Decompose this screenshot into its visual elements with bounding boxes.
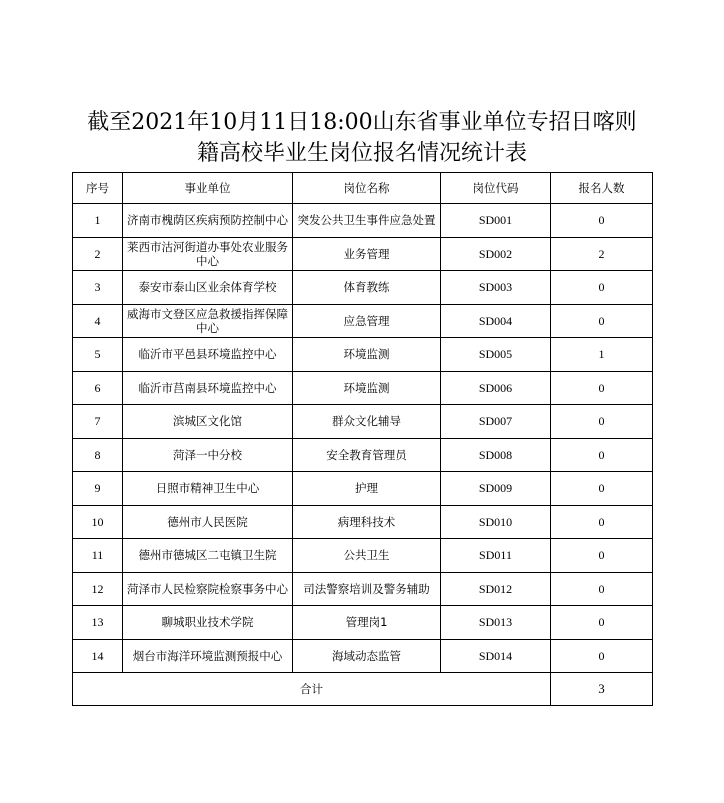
- cell-post-name: 环境监测: [293, 338, 441, 372]
- cell-applicant-count: 0: [551, 271, 653, 305]
- cell-post-code: SD003: [441, 271, 551, 305]
- table-body: [73, 204, 653, 673]
- table-row: [73, 304, 653, 338]
- cell-post-name: 环境监测: [293, 371, 441, 405]
- header-applicant-count: 报名人数: [551, 173, 653, 204]
- cell-applicant-count: 0: [551, 505, 653, 539]
- cell-post-name: 司法警察培训及警务辅助: [293, 572, 441, 606]
- cell-post-code: SD011: [441, 539, 551, 573]
- cell-institution: 日照市精神卫生中心: [123, 472, 293, 506]
- table-row: [73, 505, 653, 539]
- cell-institution: 德州市德城区二屯镇卫生院: [123, 539, 293, 573]
- cell-post-code: SD012: [441, 572, 551, 606]
- cell-post-code: SD002: [441, 237, 551, 271]
- cell-serial-number: 2: [73, 237, 123, 271]
- cell-post-code: SD013: [441, 606, 551, 640]
- table-row: [73, 572, 653, 606]
- table-header-row: [73, 173, 653, 204]
- cell-post-name: 海域动态监管: [293, 639, 441, 673]
- registration-statistics-table: [72, 172, 653, 706]
- cell-serial-number: 6: [73, 371, 123, 405]
- header-institution: 事业单位: [123, 173, 293, 204]
- cell-post-name: 病理科技术: [293, 505, 441, 539]
- cell-post-name: 公共卫生: [293, 539, 441, 573]
- document-title-line-1: 截至2021年10月11日18:00山东省事业单位专招日喀则: [87, 110, 637, 135]
- cell-post-code: SD014: [441, 639, 551, 673]
- cell-institution: 菏泽一中分校: [123, 438, 293, 472]
- table-row: [73, 606, 653, 640]
- cell-serial-number: 13: [73, 606, 123, 640]
- cell-serial-number: 3: [73, 271, 123, 305]
- cell-serial-number: 9: [73, 472, 123, 506]
- total-row: [73, 673, 653, 706]
- table-row: [73, 271, 653, 305]
- table-row: [73, 438, 653, 472]
- table-row: [73, 405, 653, 439]
- cell-institution: 泰安市泰山区业余体育学校: [123, 271, 293, 305]
- cell-institution: 烟台市海洋环境监测预报中心: [123, 639, 293, 673]
- cell-applicant-count: 0: [551, 639, 653, 673]
- cell-post-code: SD008: [441, 438, 551, 472]
- cell-applicant-count: 0: [551, 539, 653, 573]
- cell-post-name: 应急管理: [293, 304, 441, 338]
- cell-serial-number: 14: [73, 639, 123, 673]
- cell-post-name: 群众文化辅导: [293, 405, 441, 439]
- document-title-line-2: 籍高校毕业生岗位报名情况统计表: [196, 141, 527, 166]
- cell-applicant-count: 0: [551, 606, 653, 640]
- cell-applicant-count: 0: [551, 304, 653, 338]
- cell-applicant-count: 0: [551, 438, 653, 472]
- cell-institution: 临沂市莒南县环境监控中心: [123, 371, 293, 405]
- cell-post-name: 安全教育管理员: [293, 438, 441, 472]
- cell-institution: 莱西市沽河街道办事处农业服务中心: [123, 237, 293, 271]
- cell-serial-number: 12: [73, 572, 123, 606]
- cell-applicant-count: 0: [551, 204, 653, 238]
- cell-serial-number: 11: [73, 539, 123, 573]
- table-row: [73, 371, 653, 405]
- cell-post-code: SD001: [441, 204, 551, 238]
- cell-institution: 临沂市平邑县环境监控中心: [123, 338, 293, 372]
- cell-serial-number: 5: [73, 338, 123, 372]
- cell-applicant-count: 0: [551, 371, 653, 405]
- header-post-name: 岗位名称: [293, 173, 441, 204]
- cell-post-code: SD009: [441, 472, 551, 506]
- cell-institution: 威海市文登区应急救援指挥保障中心: [123, 304, 293, 338]
- cell-serial-number: 8: [73, 438, 123, 472]
- table-row: [73, 539, 653, 573]
- cell-institution: 聊城职业技术学院: [123, 606, 293, 640]
- cell-post-name: 突发公共卫生事件应急处置: [293, 204, 441, 238]
- table-row: [73, 472, 653, 506]
- cell-institution: 滨城区文化馆: [123, 405, 293, 439]
- total-label: 合计: [73, 673, 551, 706]
- cell-serial-number: 7: [73, 405, 123, 439]
- cell-post-name: 护理: [293, 472, 441, 506]
- cell-institution: 菏泽市人民检察院检察事务中心: [123, 572, 293, 606]
- cell-applicant-count: 2: [551, 237, 653, 271]
- cell-serial-number: 10: [73, 505, 123, 539]
- cell-applicant-count: 1: [551, 338, 653, 372]
- cell-applicant-count: 0: [551, 405, 653, 439]
- cell-applicant-count: 0: [551, 572, 653, 606]
- cell-post-code: SD004: [441, 304, 551, 338]
- header-post-code: 岗位代码: [441, 173, 551, 204]
- cell-serial-number: 4: [73, 304, 123, 338]
- cell-post-name: 管理岗1: [293, 606, 441, 640]
- table-row: [73, 639, 653, 673]
- header-serial-number: 序号: [73, 173, 123, 204]
- cell-institution: 德州市人民医院: [123, 505, 293, 539]
- table-row: [73, 204, 653, 238]
- cell-post-code: SD010: [441, 505, 551, 539]
- cell-applicant-count: 0: [551, 472, 653, 506]
- cell-post-name: 体育教练: [293, 271, 441, 305]
- cell-institution: 济南市槐荫区疾病预防控制中心: [123, 204, 293, 238]
- cell-post-code: SD007: [441, 405, 551, 439]
- cell-serial-number: 1: [73, 204, 123, 238]
- table-row: [73, 338, 653, 372]
- cell-post-code: SD006: [441, 371, 551, 405]
- table-row: [73, 237, 653, 271]
- cell-post-name: 业务管理: [293, 237, 441, 271]
- total-value: 3: [551, 673, 653, 706]
- cell-post-code: SD005: [441, 338, 551, 372]
